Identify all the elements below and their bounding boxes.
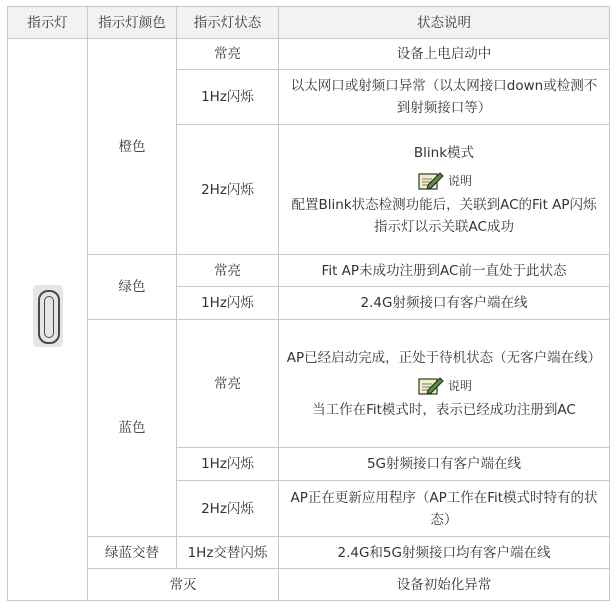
color-blue: 蓝色 [88, 320, 177, 537]
color-green: 绿色 [88, 255, 177, 320]
description-cell: AP正在更新应用程序（AP工作在Fit模式时特有的状态） [279, 481, 610, 537]
note-label: 说明 [447, 378, 472, 393]
header-indicator: 指示灯 [8, 7, 88, 39]
standby-text: AP已经启动完成，正处于待机状态（无客户端在线） [286, 349, 602, 366]
header-description: 状态说明 [279, 7, 610, 39]
state-cell: 2Hz闪烁 [177, 481, 279, 537]
state-cell: 2Hz闪烁 [177, 125, 279, 255]
state-cell: 1Hz闪烁 [177, 448, 279, 481]
note-line [285, 170, 603, 192]
description-cell: 2.4G射频接口有客户端在线 [279, 287, 610, 320]
color-alternate: 绿蓝交替 [88, 537, 177, 569]
header-state: 指示灯状态 [177, 7, 279, 39]
description-cell [279, 125, 610, 255]
state-cell: 1Hz闪烁 [177, 287, 279, 320]
state-cell: 1Hz交替闪烁 [177, 537, 279, 569]
description-cell: 2.4G和5G射频接口均有客户端在线 [279, 537, 610, 569]
description-cell [279, 320, 610, 448]
description-cell: 以太网口或射频口异常（以太网接口down或检测不到射频接口等） [279, 70, 610, 125]
description-cell: 5G射频接口有客户端在线 [279, 448, 610, 481]
state-cell: 常亮 [177, 255, 279, 287]
blink-mode-title: Blink模式 [413, 144, 475, 161]
note-label: 说明 [447, 173, 472, 188]
note-text: 当工作在Fit模式时，表示已经成功注册到AC [312, 401, 576, 418]
table-row [8, 537, 610, 569]
note-text: 配置Blink状态检测功能后，关联到AC的Fit AP闪烁指示灯以示关联AC成功 [291, 196, 597, 235]
table-row [8, 39, 610, 70]
state-cell: 常灭 [88, 569, 279, 601]
led-status-table [7, 6, 610, 601]
note-pencil-icon [416, 170, 444, 192]
state-cell: 常亮 [177, 39, 279, 70]
description-cell: Fit AP未成功注册到AC前一直处于此状态 [279, 255, 610, 287]
led-indicator-icon [33, 285, 63, 347]
note-line [285, 375, 603, 397]
table-row [8, 320, 610, 448]
led-indicator-cell [8, 39, 88, 601]
table-row [8, 569, 610, 601]
header-color: 指示灯颜色 [88, 7, 177, 39]
description-cell: 设备初始化异常 [279, 569, 610, 601]
color-orange: 橙色 [88, 39, 177, 255]
note-pencil-icon [416, 375, 444, 397]
table-row [8, 255, 610, 287]
state-cell: 1Hz闪烁 [177, 70, 279, 125]
description-cell: 设备上电启动中 [279, 39, 610, 70]
table-header-row [8, 7, 610, 39]
state-cell: 常亮 [177, 320, 279, 448]
